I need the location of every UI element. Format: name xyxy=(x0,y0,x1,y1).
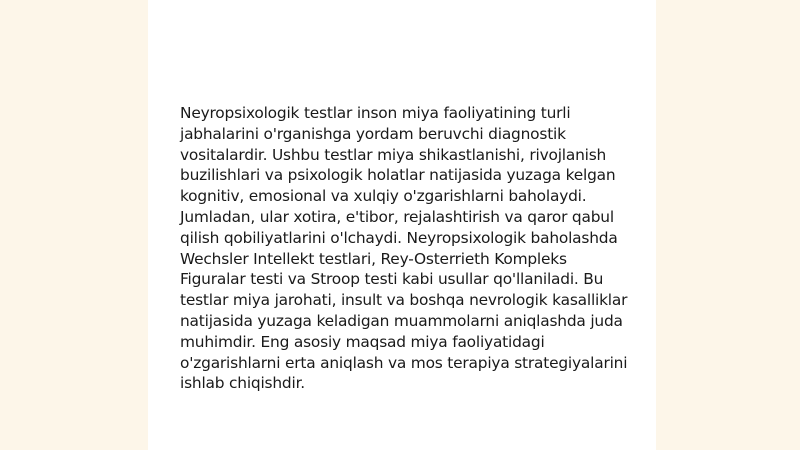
left-margin-area xyxy=(0,0,148,450)
body-paragraph: Neyropsixologik testlar inson miya faoliyatining turli jabhalarini o'rganishga yordam beruvchi diagnostik vositalardir. Ushbu testlar miya shikastlanishi, rivojlanish buzilishlari va psixologik holatlar natijasida yuzaga kelgan kognitiv, emosional va xulqiy o'zgarishlarni baholaydi. Jumladan, ular xotira, e'tibor, rejalashtirish va qaror qabul qilish qobiliyatlarini o'lchaydi. Neyropsixologik baholashda Wechsler Intellekt testlari, Rey-Osterrieth Kompleks Figuralar testi va Stroop testi kabi usullar qo'llaniladi. Bu testlar miya jarohati, insult va boshqa nevrologik kasalliklar natijasida yuzaga keladigan muammolarni aniqlashda juda muhimdir. Eng asosiy maqsad miya faoliyatidagi o'zgarishlarni erta aniqlash va mos terapiya strategiyalarini ishlab chiqishdir. xyxy=(180,104,628,393)
right-margin-area xyxy=(656,0,800,450)
document-page xyxy=(148,0,656,450)
